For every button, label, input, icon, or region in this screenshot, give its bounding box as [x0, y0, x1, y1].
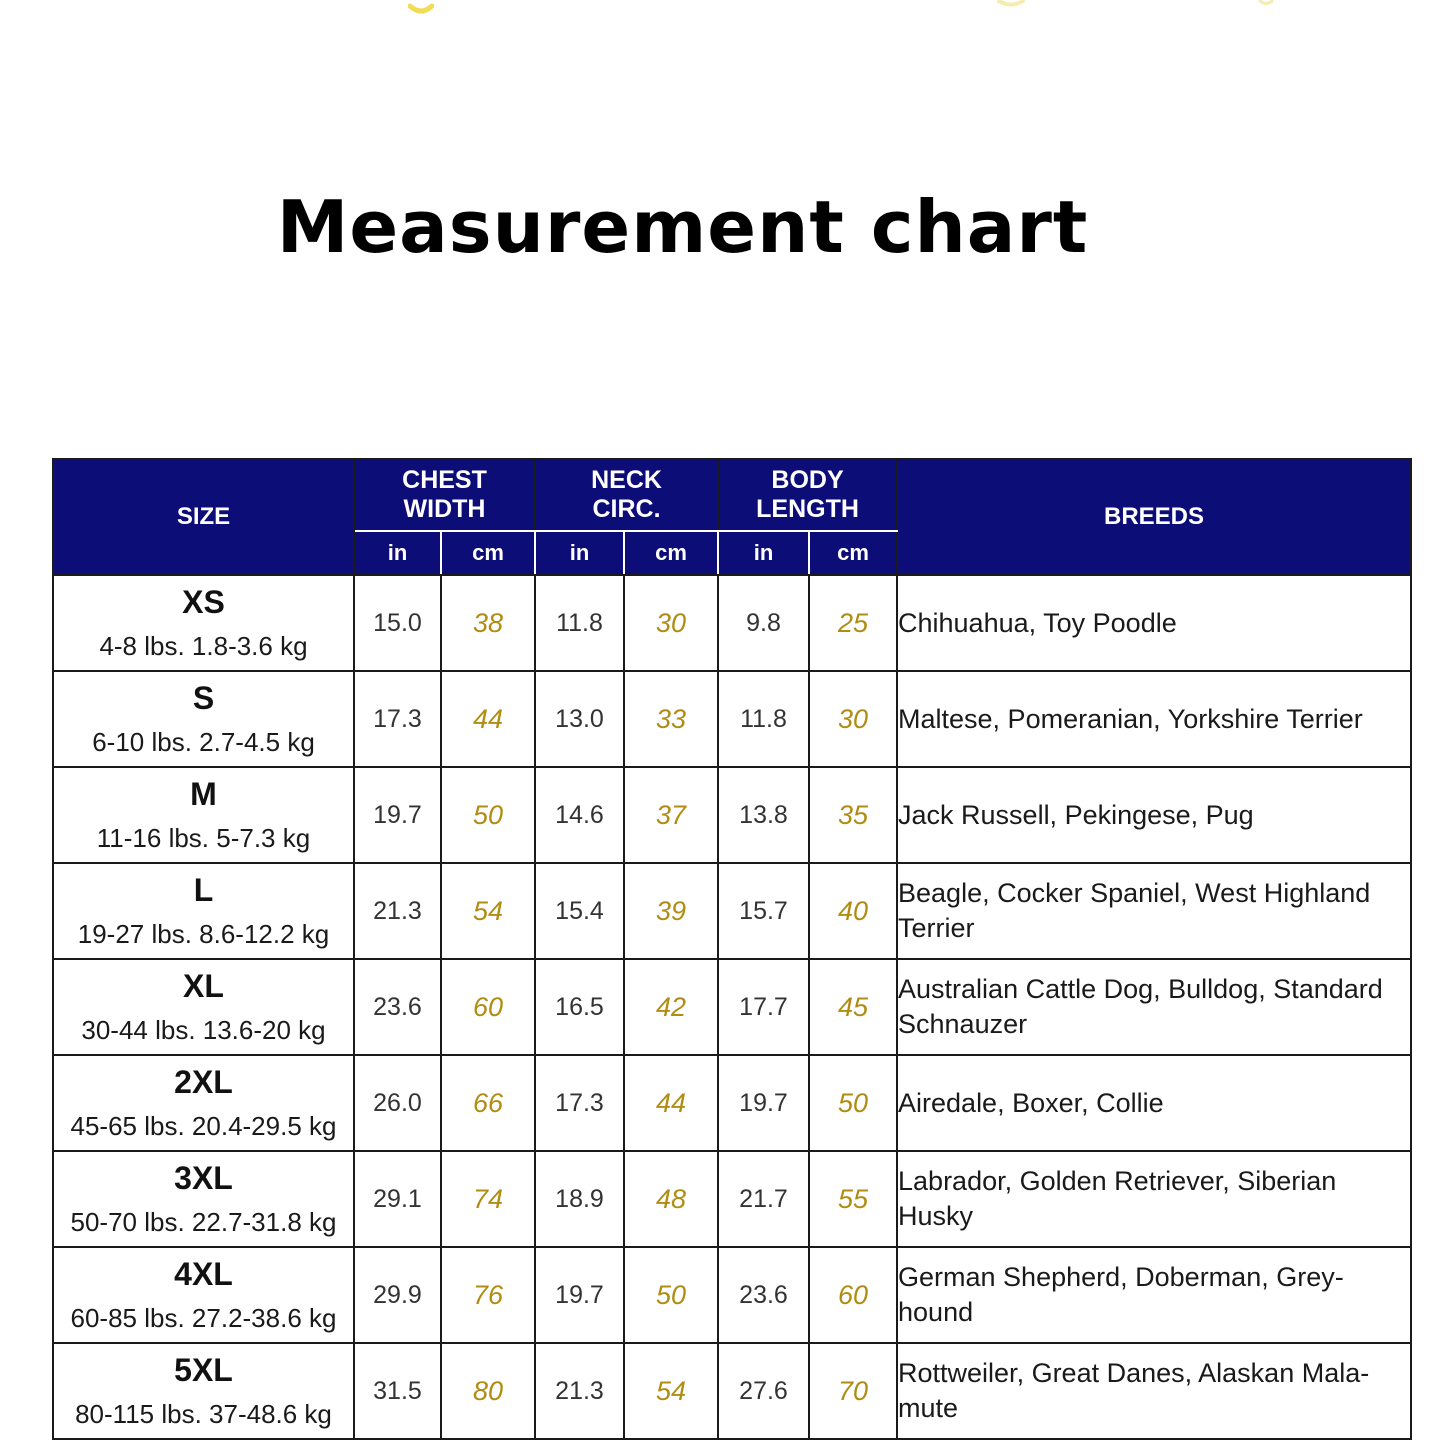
size-code: XL — [183, 968, 224, 1004]
chest-in-value: 26.0 — [354, 1055, 441, 1151]
neck-header-line2: CIRC. — [592, 495, 661, 523]
breeds-value: Labrador, Golden Retriever, Siberian Husky — [897, 1151, 1411, 1247]
body-header-line2: LENGTH — [756, 495, 859, 523]
body-cm-value: 55 — [809, 1151, 897, 1247]
body-cm-unit-header: cm — [809, 531, 897, 575]
breeds-value: Rottweiler, Great Danes, Alaskan Mala-mute — [897, 1343, 1411, 1439]
size-weight-range: 50-70 lbs. 22.7-31.8 kg — [70, 1207, 337, 1237]
chest-in-value: 21.3 — [354, 863, 441, 959]
body-in-value: 13.8 — [718, 767, 809, 863]
breeds-value: German Shepherd, Doberman, Grey-hound — [897, 1247, 1411, 1343]
neck-cm-value: 42 — [624, 959, 718, 1055]
size-code: L — [193, 872, 214, 908]
neck-cm-value: 54 — [624, 1343, 718, 1439]
neck-in-value: 14.6 — [535, 767, 624, 863]
neck-in-value: 16.5 — [535, 959, 624, 1055]
neck-in-value: 17.3 — [535, 1055, 624, 1151]
size-cell — [53, 1151, 354, 1247]
body-cm-value: 70 — [809, 1343, 897, 1439]
body-in-value: 19.7 — [718, 1055, 809, 1151]
chest-cm-value: 66 — [441, 1055, 535, 1151]
chest-cm-unit-header: cm — [441, 531, 535, 575]
neck-circ-header — [535, 459, 718, 531]
chest-in-unit-header: in — [354, 531, 441, 575]
size-weight-range: 4-8 lbs. 1.8-3.6 kg — [99, 631, 308, 661]
body-header-line1: BODY — [771, 466, 844, 494]
breeds-value: Maltese, Pomeranian, Yorkshire Terrier — [897, 671, 1411, 767]
top-decorative-mark — [408, 0, 434, 14]
chest-in-value: 15.0 — [354, 575, 441, 671]
body-in-value: 11.8 — [718, 671, 809, 767]
neck-in-value: 15.4 — [535, 863, 624, 959]
body-cm-value: 40 — [809, 863, 897, 959]
neck-header-line1: NECK — [591, 466, 662, 494]
body-in-value: 9.8 — [718, 575, 809, 671]
body-cm-value: 50 — [809, 1055, 897, 1151]
neck-cm-value: 33 — [624, 671, 718, 767]
table-row — [53, 767, 1411, 863]
size-cell — [53, 1343, 354, 1439]
chest-in-value: 17.3 — [354, 671, 441, 767]
neck-cm-unit-header: cm — [624, 531, 718, 575]
table-row — [53, 671, 1411, 767]
chest-in-value: 29.1 — [354, 1151, 441, 1247]
neck-cm-value: 30 — [624, 575, 718, 671]
chest-cm-value: 50 — [441, 767, 535, 863]
size-cell — [53, 959, 354, 1055]
body-cm-value: 35 — [809, 767, 897, 863]
chest-width-header — [354, 459, 535, 531]
size-weight-range: 80-115 lbs. 37-48.6 kg — [75, 1399, 332, 1429]
table-row — [53, 1247, 1411, 1343]
size-weight-range: 6-10 lbs. 2.7-4.5 kg — [92, 727, 315, 757]
breeds-value: Jack Russell, Pekingese, Pug — [897, 767, 1411, 863]
chest-cm-value: 54 — [441, 863, 535, 959]
chest-cm-value: 76 — [441, 1247, 535, 1343]
body-in-value: 17.7 — [718, 959, 809, 1055]
size-column-header: SIZE — [53, 459, 354, 575]
chest-header-line2: WIDTH — [403, 495, 486, 523]
body-cm-value: 45 — [809, 959, 897, 1055]
breeds-value: Australian Cattle Dog, Bulldog, Standard Schnauzer — [897, 959, 1411, 1055]
size-cell — [53, 575, 354, 671]
top-decorative-mark — [996, 0, 1026, 14]
neck-in-value: 13.0 — [535, 671, 624, 767]
breeds-column-header: BREEDS — [897, 459, 1411, 575]
body-cm-value: 60 — [809, 1247, 897, 1343]
chest-cm-value: 38 — [441, 575, 535, 671]
chest-header-line1: CHEST — [402, 466, 487, 494]
neck-cm-value: 37 — [624, 767, 718, 863]
measurement-table — [52, 458, 1412, 1440]
chest-cm-value: 74 — [441, 1151, 535, 1247]
neck-in-value: 11.8 — [535, 575, 624, 671]
neck-cm-value: 48 — [624, 1151, 718, 1247]
table-row — [53, 575, 1411, 671]
size-code: XS — [182, 584, 225, 620]
neck-in-value: 19.7 — [535, 1247, 624, 1343]
top-decorative-mark — [1258, 0, 1274, 14]
body-in-unit-header: in — [718, 531, 809, 575]
neck-cm-value: 39 — [624, 863, 718, 959]
chest-in-value: 29.9 — [354, 1247, 441, 1343]
neck-in-value: 21.3 — [535, 1343, 624, 1439]
breeds-value: Beagle, Cocker Spaniel, West Highland Terrier — [897, 863, 1411, 959]
chest-cm-value: 44 — [441, 671, 535, 767]
size-code: M — [190, 776, 217, 812]
neck-cm-value: 44 — [624, 1055, 718, 1151]
size-cell — [53, 863, 354, 959]
size-code: S — [192, 680, 215, 716]
size-cell — [53, 1055, 354, 1151]
breeds-value: Chihuahua, Toy Poodle — [897, 575, 1411, 671]
breeds-value: Airedale, Boxer, Collie — [897, 1055, 1411, 1151]
chest-in-value: 19.7 — [354, 767, 441, 863]
neck-cm-value: 50 — [624, 1247, 718, 1343]
body-in-value: 15.7 — [718, 863, 809, 959]
chest-in-value: 23.6 — [354, 959, 441, 1055]
table-row — [53, 1151, 1411, 1247]
size-weight-range: 19-27 lbs. 8.6-12.2 kg — [77, 919, 330, 949]
chest-cm-value: 60 — [441, 959, 535, 1055]
body-in-value: 23.6 — [718, 1247, 809, 1343]
size-weight-range: 11-16 lbs. 5-7.3 kg — [96, 823, 311, 853]
size-weight-range: 60-85 lbs. 27.2-38.6 kg — [70, 1303, 337, 1333]
table-row — [53, 959, 1411, 1055]
body-in-value: 27.6 — [718, 1343, 809, 1439]
size-code: 2XL — [174, 1064, 233, 1100]
body-length-header — [718, 459, 897, 531]
size-cell — [53, 767, 354, 863]
page-title: Measurement chart — [276, 185, 1089, 269]
table-row — [53, 1343, 1411, 1439]
body-in-value: 21.7 — [718, 1151, 809, 1247]
size-cell — [53, 671, 354, 767]
table-row — [53, 863, 1411, 959]
size-code: 5XL — [174, 1352, 233, 1388]
size-weight-range: 30-44 lbs. 13.6-20 kg — [81, 1015, 326, 1045]
neck-in-unit-header: in — [535, 531, 624, 575]
neck-in-value: 18.9 — [535, 1151, 624, 1247]
size-code: 3XL — [174, 1160, 233, 1196]
size-code: 4XL — [174, 1256, 233, 1292]
size-weight-range: 45-65 lbs. 20.4-29.5 kg — [70, 1111, 337, 1141]
size-cell — [53, 1247, 354, 1343]
chest-cm-value: 80 — [441, 1343, 535, 1439]
table-row — [53, 1055, 1411, 1151]
body-cm-value: 30 — [809, 671, 897, 767]
chest-in-value: 31.5 — [354, 1343, 441, 1439]
body-cm-value: 25 — [809, 575, 897, 671]
